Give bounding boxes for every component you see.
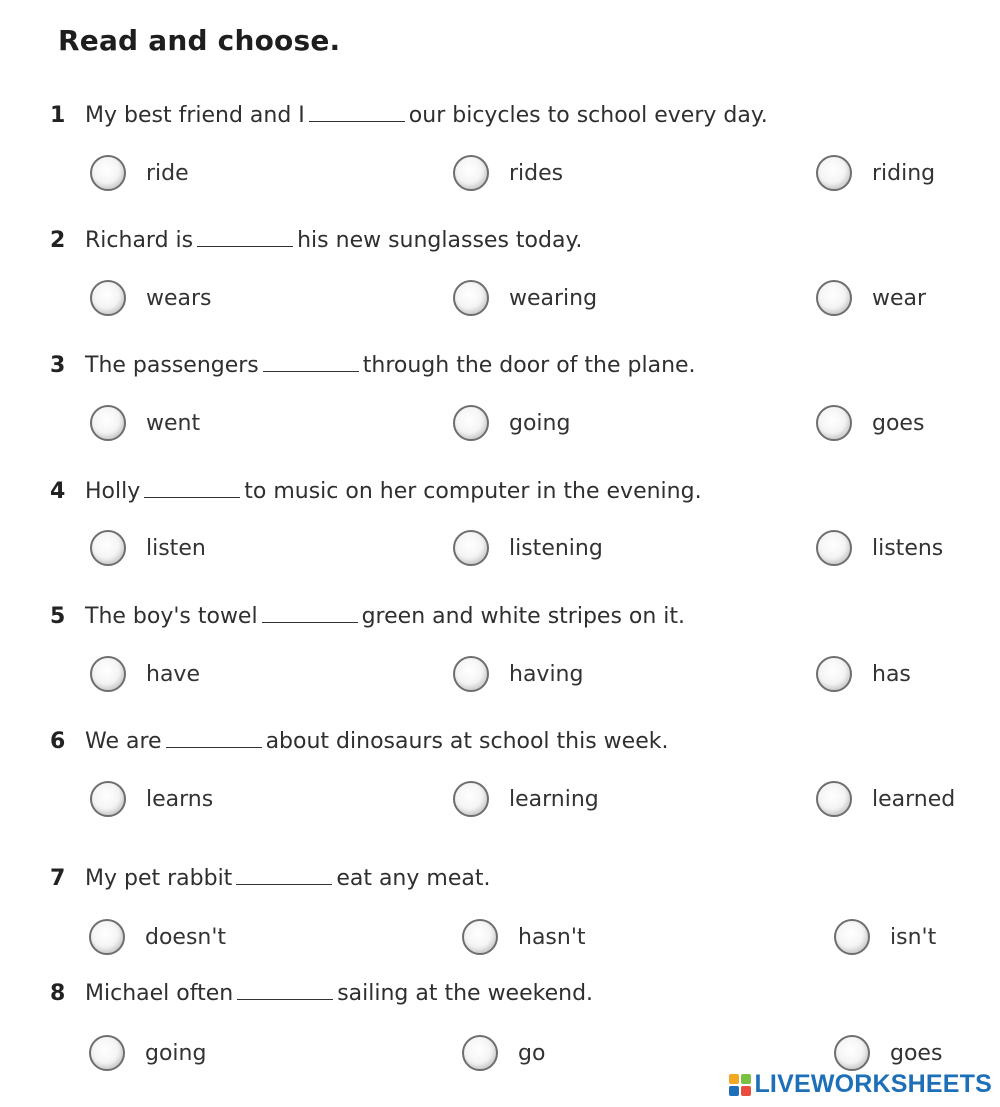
option-4c[interactable] (816, 528, 943, 568)
question-number: 8 (50, 981, 66, 1006)
option-5b[interactable] (453, 654, 583, 694)
question-text-after: green and white stripes on it. (361, 604, 686, 629)
radio-button[interactable] (453, 155, 489, 191)
option-label: doesn't (145, 924, 227, 950)
option-label: rides (509, 160, 564, 186)
option-label: hasn't (518, 924, 586, 950)
question-text-before: Michael often (85, 981, 234, 1006)
option-label: ride (146, 160, 189, 186)
question-8 (50, 981, 593, 1006)
question-number: 1 (50, 103, 66, 128)
option-label: went (146, 410, 201, 436)
question-text-before: Richard is (85, 228, 194, 253)
question-number: 5 (50, 604, 66, 629)
liveworksheets-logo (729, 1070, 992, 1099)
radio-button[interactable] (90, 656, 126, 692)
question-text-after: through the door of the plane. (362, 353, 696, 378)
radio-button[interactable] (816, 656, 852, 692)
answer-blank (262, 604, 358, 623)
worksheet-title: Read and choose. (58, 24, 341, 57)
question-text-before: The passengers (85, 353, 259, 378)
question-3 (50, 353, 696, 378)
option-3a[interactable] (90, 403, 200, 443)
option-label: goes (872, 410, 925, 436)
radio-button[interactable] (90, 781, 126, 817)
answer-blank (144, 479, 240, 498)
radio-button[interactable] (89, 919, 125, 955)
radio-button[interactable] (816, 155, 852, 191)
answer-blank (166, 729, 262, 748)
question-text-after: sailing at the weekend. (337, 981, 594, 1006)
option-label: learning (509, 786, 599, 812)
option-label: listen (146, 535, 206, 561)
option-2a[interactable] (90, 278, 212, 318)
option-4a[interactable] (90, 528, 206, 568)
question-1 (50, 103, 768, 128)
option-6a[interactable] (90, 779, 213, 819)
radio-button[interactable] (834, 1035, 870, 1071)
question-6 (50, 729, 668, 754)
option-3c[interactable] (816, 403, 924, 443)
option-8c[interactable] (834, 1033, 942, 1073)
option-4b[interactable] (453, 528, 603, 568)
radio-button[interactable] (453, 530, 489, 566)
logo-square (729, 1074, 739, 1084)
option-label: wears (146, 285, 212, 311)
radio-button[interactable] (816, 405, 852, 441)
option-label: goes (890, 1040, 943, 1066)
question-2 (50, 228, 582, 253)
radio-button[interactable] (90, 155, 126, 191)
option-1c[interactable] (816, 153, 935, 193)
option-label: riding (872, 160, 936, 186)
radio-button[interactable] (453, 781, 489, 817)
option-label: going (145, 1040, 207, 1066)
option-label: having (509, 661, 584, 687)
option-label: learns (146, 786, 214, 812)
option-8a[interactable] (89, 1033, 206, 1073)
logo-grid-icon (729, 1074, 751, 1096)
question-number: 2 (50, 228, 66, 253)
option-label: go (518, 1040, 546, 1066)
option-label: isn't (890, 924, 937, 950)
radio-button[interactable] (89, 1035, 125, 1071)
question-text-after: his new sunglasses today. (297, 228, 583, 253)
question-text-before: The boy's towel (85, 604, 258, 629)
radio-button[interactable] (90, 280, 126, 316)
question-text-before: We are (85, 729, 162, 754)
radio-button[interactable] (453, 656, 489, 692)
option-label: going (509, 410, 571, 436)
option-2c[interactable] (816, 278, 926, 318)
answer-blank (237, 981, 333, 1000)
option-7a[interactable] (89, 917, 226, 957)
question-text-after: our bicycles to school every day. (408, 103, 768, 128)
radio-button[interactable] (834, 919, 870, 955)
radio-button[interactable] (816, 781, 852, 817)
answer-blank (197, 228, 293, 247)
question-text-after: about dinosaurs at school this week. (265, 729, 669, 754)
question-text-after: eat any meat. (336, 866, 491, 891)
radio-button[interactable] (462, 1035, 498, 1071)
option-7c[interactable] (834, 917, 936, 957)
radio-button[interactable] (462, 919, 498, 955)
option-2b[interactable] (453, 278, 597, 318)
logo-text: LIVEWORKSHEETS (754, 1070, 992, 1098)
option-6c[interactable] (816, 779, 955, 819)
answer-blank (236, 866, 332, 885)
option-label: listens (872, 535, 944, 561)
answer-blank (309, 103, 405, 122)
option-5a[interactable] (90, 654, 200, 694)
option-label: listening (509, 535, 603, 561)
question-number: 7 (50, 866, 66, 891)
option-1a[interactable] (90, 153, 189, 193)
logo-square (741, 1086, 751, 1096)
option-6b[interactable] (453, 779, 599, 819)
question-5 (50, 604, 685, 629)
radio-button[interactable] (816, 530, 852, 566)
option-label: have (146, 661, 200, 687)
answer-blank (263, 353, 359, 372)
question-number: 4 (50, 479, 66, 504)
option-1b[interactable] (453, 153, 563, 193)
question-4 (50, 479, 702, 504)
option-3b[interactable] (453, 403, 570, 443)
option-7b[interactable] (462, 917, 586, 957)
question-text-after: to music on her computer in the evening. (244, 479, 702, 504)
option-label: has (872, 661, 911, 687)
option-label: learned (872, 786, 956, 812)
radio-button[interactable] (90, 405, 126, 441)
question-number: 3 (50, 353, 66, 378)
logo-square (741, 1074, 751, 1084)
option-5c[interactable] (816, 654, 911, 694)
question-text-before: My pet rabbit (85, 866, 233, 891)
option-label: wearing (509, 285, 598, 311)
radio-button[interactable] (816, 280, 852, 316)
radio-button[interactable] (453, 405, 489, 441)
option-label: wear (872, 285, 927, 311)
logo-square (729, 1086, 739, 1096)
question-7 (50, 866, 490, 891)
question-number: 6 (50, 729, 66, 754)
radio-button[interactable] (453, 280, 489, 316)
question-text-before: Holly (85, 479, 141, 504)
option-8b[interactable] (462, 1033, 545, 1073)
radio-button[interactable] (90, 530, 126, 566)
question-text-before: My best friend and I (85, 103, 305, 128)
